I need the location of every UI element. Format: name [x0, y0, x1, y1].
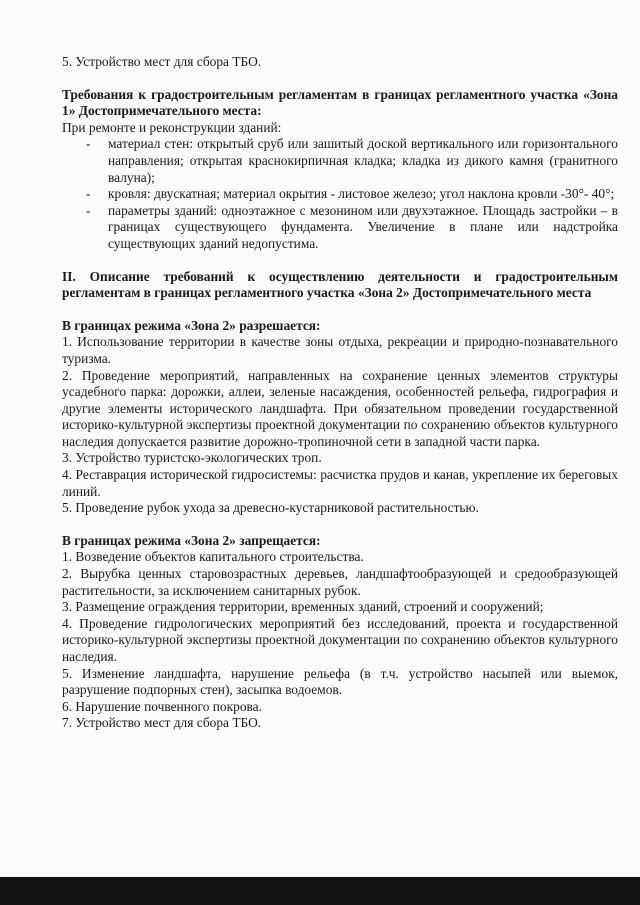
list-item: - кровля: двускатная; материал окрытия - листовое железо; угол наклона кровли -30°- 40°; — [86, 186, 618, 203]
intro-item: 5. Устройство мест для сбора ТБО. — [62, 54, 262, 69]
zone1-heading: Требования к градостроительным регламентам в границах регламентного участка «Зона 1» Достопримечательного места: — [62, 86, 618, 119]
list-item: 5. Проведение рубок ухода за древесно-кустарниковой растительностью. — [62, 500, 479, 516]
list-item: 3. Размещение ограждения территории, временных зданий, строений и сооружений; — [62, 599, 544, 615]
section2-heading: II. Описание требований к осуществлению деятельности и градостроительным регламентам в границах регламентного участка «Зона 2» Достопримечательного места — [62, 268, 618, 301]
list-item: 1. Возведение объектов капитального строительства. — [62, 549, 364, 565]
list-item: - материал стен: открытый сруб или зашитый доской вертикального или горизонтального направления; открытая краснокирпичная кладка; кладка из дикого камня (гранитного валуна); — [86, 136, 618, 186]
list-item: 3. Устройство туристско-экологических троп. — [62, 450, 322, 466]
list-item: 4. Реставрация исторической гидросистемы: расчистка прудов и канав, укрепление их береговых линий. — [62, 467, 618, 499]
scan-bottom-edge — [0, 877, 640, 905]
list-item: 7. Устройство мест для сбора ТБО. — [62, 715, 262, 731]
list-item: 4. Проведение гидрологических мероприятий без исследований, проекта и государственной историко-культурной экспертизы проектной документации по сохранению объектов культурного наследия. — [62, 615, 618, 664]
document-body — [62, 54, 618, 732]
list-item: 5. Изменение ландшафта, нарушение рельефа (в т.ч. устройство насыпей или выемок, разрушение подпорных стен), засыпка водоемов. — [62, 665, 618, 698]
forbidden-heading: В границах режима «Зона 2» запрещается: — [62, 532, 321, 548]
zone1-list — [62, 136, 618, 252]
list-item: 2. Проведение мероприятий, направленных на сохранение ценных элементов структуры усадебного парка: дорожки, аллеи, зеленые насаждения, особенностей рельефа, гидрография и другие элементы исторического ландшафта. При обязательном проведении государственной историко-культурной экспертизы проектной документации по сохранению объектов культурного наследия допускается развитие дорожно-тропиночной сети в западной части парка. — [62, 367, 618, 449]
zone1-lead: При ремонте и реконструкции зданий: — [62, 119, 282, 135]
allowed-heading: В границах режима «Зона 2» разрешается: — [62, 317, 321, 333]
list-item: 2. Вырубка ценных старовозрастных деревьев, ландшафтообразующей и средообразующей растительности, за исключением санитарных рубок. — [62, 566, 618, 598]
list-item: - параметры зданий: одноэтажное с мезонином или двухэтажное. Площадь застройки – в границах существующего фундамента. Увеличение в плане или надстройка существующих зданий недопустима. — [86, 203, 618, 253]
list-item: 1. Использование территории в качестве зоны отдыха, рекреации и природно-познавательного туризма. — [62, 334, 618, 366]
list-item: 6. Нарушение почвенного покрова. — [62, 698, 262, 714]
